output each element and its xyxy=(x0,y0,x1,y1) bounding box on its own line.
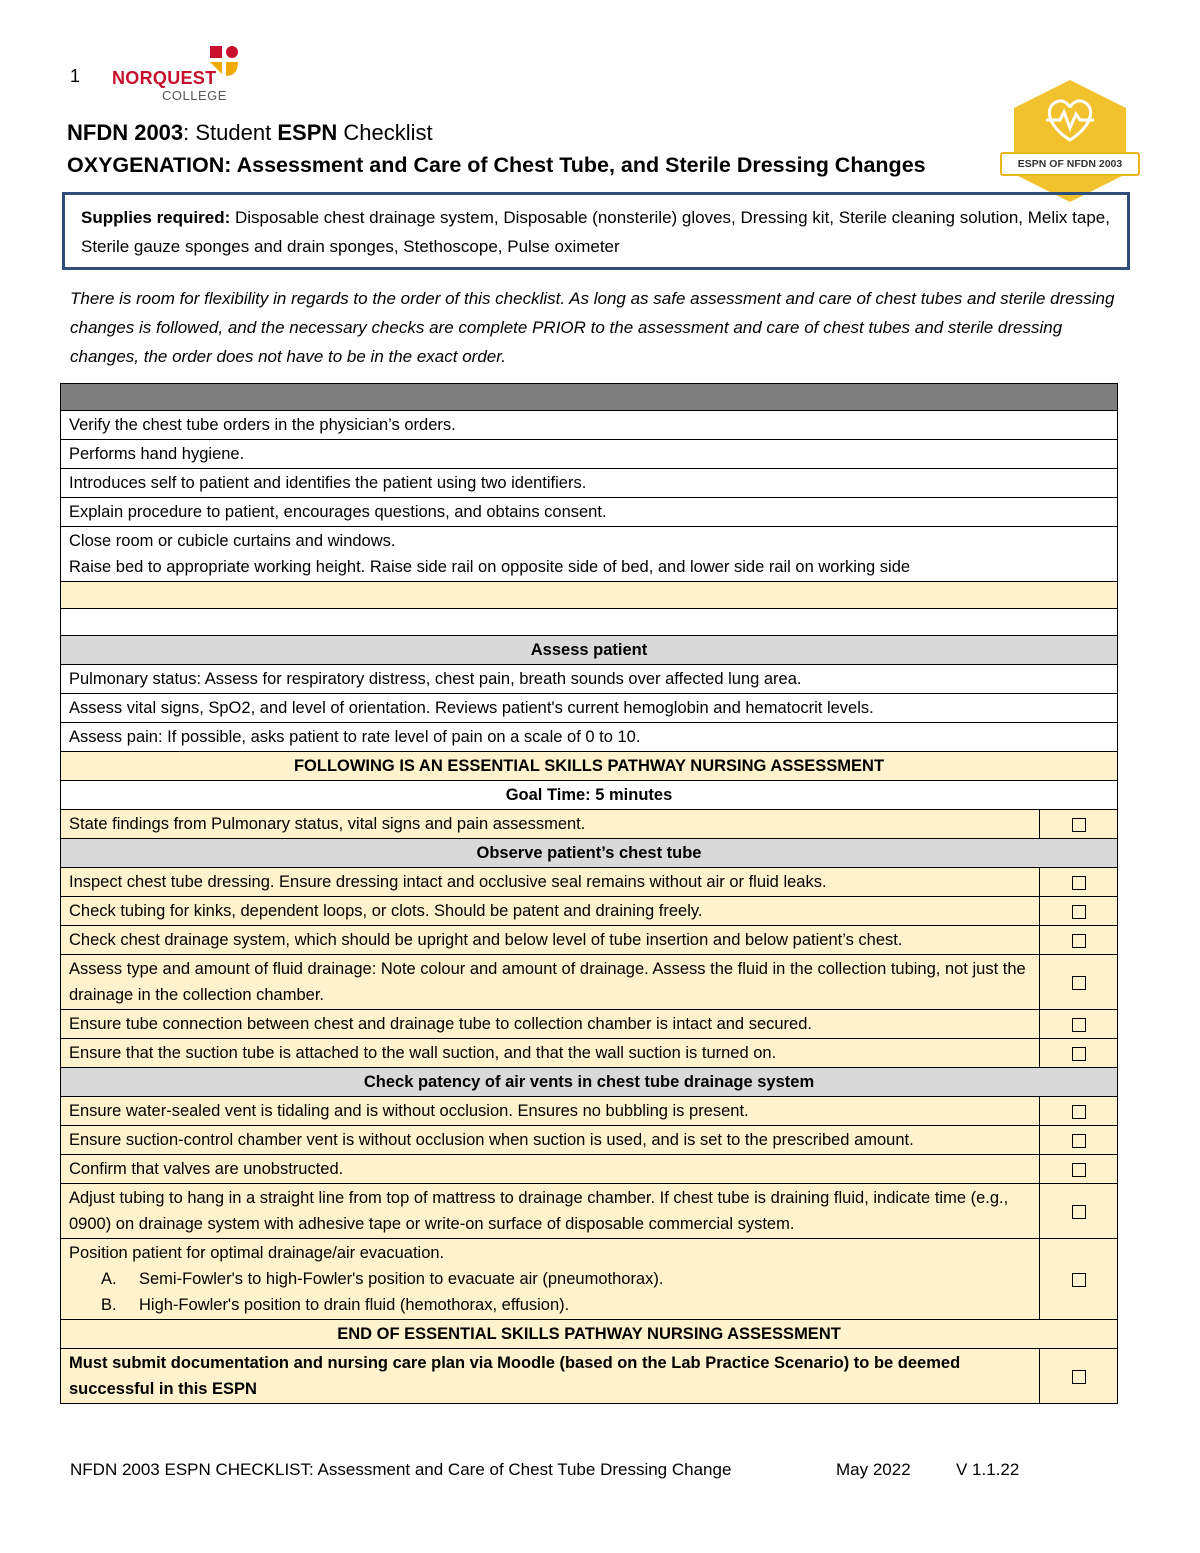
sub-item xyxy=(69,1266,1031,1292)
checkbox[interactable] xyxy=(1072,1370,1086,1384)
norquest-logo xyxy=(100,42,260,108)
table-row: Ensure tube connection between chest and drainage tube to collection chamber is intact and secured. xyxy=(61,1010,1118,1039)
checkbox[interactable] xyxy=(1072,905,1086,919)
title-espn: ESPN xyxy=(277,120,338,145)
table-row: Ensure water-sealed vent is tidaling and is without occlusion. Ensures no bubbling is present. xyxy=(61,1097,1118,1126)
section-header-vents: Check patency of air vents in chest tube drainage system xyxy=(61,1068,1118,1097)
checkbox[interactable] xyxy=(1072,1163,1086,1177)
sub-text: High-Fowler's position to drain fluid (hemothorax, effusion). xyxy=(139,1296,570,1314)
table-row: Inspect chest tube dressing. Ensure dressing intact and occlusive seal remains without air or fluid leaks. xyxy=(61,868,1118,897)
row-line: Raise bed to appropriate working height. Raise side rail on opposite side of bed, and lower side rail on working side xyxy=(69,558,911,576)
title-course: NFDN 2003 xyxy=(67,120,184,145)
table-row: State findings from Pulmonary status, vital signs and pain assessment. xyxy=(61,810,1118,839)
table-row: Pulmonary status: Assess for respiratory distress, chest pain, breath sounds over affected lung area. xyxy=(61,665,1118,694)
sub-letter: A. xyxy=(101,1270,117,1288)
checkbox[interactable] xyxy=(1072,1105,1086,1119)
supplies-box xyxy=(62,192,1130,270)
checkbox[interactable] xyxy=(1072,934,1086,948)
supplies-label: Supplies required: xyxy=(81,208,231,227)
table-row: Confirm that valves are unobstructed. xyxy=(61,1155,1118,1184)
table-row: Check tubing for kinks, dependent loops, or clots. Should be patent and draining freely. xyxy=(61,897,1118,926)
page-footer xyxy=(70,1460,1019,1480)
checkbox[interactable] xyxy=(1072,1134,1086,1148)
section-header-observe: Observe patient’s chest tube xyxy=(61,839,1118,868)
checkbox[interactable] xyxy=(1072,976,1086,990)
checkbox[interactable] xyxy=(1072,818,1086,832)
sub-letter: B. xyxy=(101,1296,117,1314)
row-line: Position patient for optimal drainage/air evacuation. xyxy=(69,1244,445,1262)
title-rest: : Student xyxy=(183,120,278,145)
table-row: Introduces self to patient and identifies the patient using two identifiers. xyxy=(61,469,1118,498)
logo-line1: NORQUEST xyxy=(112,68,217,88)
checklist-table xyxy=(60,383,1118,1404)
intro-text: There is room for flexibility in regards to the order of this checklist. As long as safe assessment and care of chest tubes and sterile dressing changes is followed, and the necessary checks are complete PRIOR to the assessment and care of chest tubes and sterile dressing changes, the order does not have to be in the exact order. xyxy=(70,289,1115,366)
section-header-esp: FOLLOWING IS AN ESSENTIAL SKILLS PATHWAY NURSING ASSESSMENT xyxy=(61,752,1118,781)
table-row: Adjust tubing to hang in a straight line from top of mattress to drainage chamber. If chest tube is draining fluid, indicate time (e.g., 0900) on drainage system with adhesive tape or write-on surface of disposable commercial system. xyxy=(61,1184,1118,1239)
table-header-bar xyxy=(61,384,1118,411)
sub-text: Semi-Fowler's to high-Fowler's position to evacuate air (pneumothorax). xyxy=(139,1270,664,1288)
page-title xyxy=(67,120,433,146)
footer-date: May 2022 xyxy=(836,1460,911,1479)
page-number: 1 xyxy=(70,66,81,86)
table-row: Assess type and amount of fluid drainage: Note colour and amount of drainage. Assess the fluid in the collection tubing, not just the drainage in the collection chamber. xyxy=(61,955,1118,1010)
table-row: Explain procedure to patient, encourages questions, and obtains consent. xyxy=(61,498,1118,527)
table-row: Ensure that the suction tube is attached to the wall suction, and that the wall suction is turned on. xyxy=(61,1039,1118,1068)
badge-hexagon-icon xyxy=(1000,78,1140,204)
table-row: Performs hand hygiene. xyxy=(61,440,1118,469)
blank-row xyxy=(61,609,1118,636)
logo-line2: COLLEGE xyxy=(162,88,227,103)
footer-title: NFDN 2003 ESPN CHECKLIST: Assessment and Care of Chest Tube Dressing Change xyxy=(70,1460,732,1479)
supplies-text: Disposable chest drainage system, Disposable (nonsterile) gloves, Dressing kit, Sterile cleaning solution, Melix tape, Sterile gauze sponges and drain sponges, Stethoscope, Pulse oximeter xyxy=(81,208,1110,256)
table-row: Verify the chest tube orders in the physician’s orders. xyxy=(61,411,1118,440)
page-subtitle: OXYGENATION: Assessment and Care of Chest Tube, and Sterile Dressing Changes xyxy=(67,153,926,177)
row-line: Close room or cubicle curtains and windows. xyxy=(69,532,396,550)
table-row: Ensure suction-control chamber vent is without occlusion when suction is used, and is set to the prescribed amount. xyxy=(61,1126,1118,1155)
checkbox[interactable] xyxy=(1072,876,1086,890)
section-header-assess: Assess patient xyxy=(61,636,1118,665)
title-checklist: Checklist xyxy=(337,120,433,145)
blank-row xyxy=(61,582,1118,609)
checkbox[interactable] xyxy=(1072,1047,1086,1061)
sub-item xyxy=(69,1292,1031,1318)
checkbox[interactable] xyxy=(1072,1273,1086,1287)
footer-version: V 1.1.22 xyxy=(956,1460,1020,1479)
badge-ribbon: ESPN OF NFDN 2003 xyxy=(1000,152,1140,176)
table-row xyxy=(61,1239,1118,1320)
checkbox[interactable] xyxy=(1072,1018,1086,1032)
checkbox[interactable] xyxy=(1072,1205,1086,1219)
section-header-end: END OF ESSENTIAL SKILLS PATHWAY NURSING ASSESSMENT xyxy=(61,1320,1118,1349)
table-row: Check chest drainage system, which should be upright and below level of tube insertion and below patient’s chest. xyxy=(61,926,1118,955)
goal-time-row: Goal Time: 5 minutes xyxy=(61,781,1118,810)
table-row: Must submit documentation and nursing care plan via Moodle (based on the Lab Practice Scenario) to be deemed successful in this ESPN xyxy=(61,1349,1118,1404)
espn-badge xyxy=(1000,78,1140,204)
table-row xyxy=(61,527,1118,582)
table-row: Assess vital signs, SpO2, and level of orientation. Reviews patient's current hemoglobin and hematocrit levels. xyxy=(61,694,1118,723)
table-row: Assess pain: If possible, asks patient to rate level of pain on a scale of 0 to 10. xyxy=(61,723,1118,752)
